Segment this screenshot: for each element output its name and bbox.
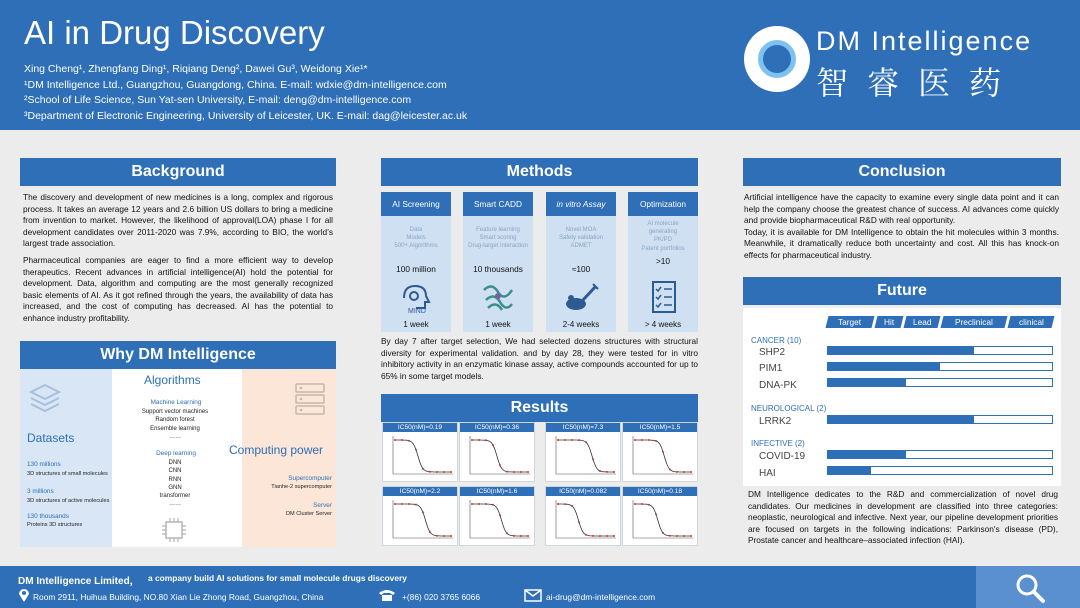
dose-response-graph <box>459 422 535 482</box>
location-pin-icon <box>16 588 32 602</box>
data-point <box>443 471 445 473</box>
method-head: Smart CADD <box>463 192 533 216</box>
category-cancer: CANCER (10) <box>751 336 802 345</box>
future-heading: Future <box>743 277 1061 305</box>
stage-tab: clinical <box>1008 316 1055 328</box>
target-shp2: SHP2 <box>759 347 786 358</box>
ic50-label: IC50(nM)=1.6 <box>460 487 534 496</box>
logo-mark-icon <box>744 26 810 92</box>
progress-bar-pim1 <box>827 362 1053 371</box>
dose-response-curve <box>462 498 532 544</box>
data-point <box>634 439 636 441</box>
progress-fill <box>828 416 974 423</box>
data-point <box>436 535 438 537</box>
author-block <box>24 62 467 124</box>
data-point <box>415 449 417 451</box>
method-sub: Feature learning Smart scoring Drug-target interaction <box>468 227 528 250</box>
future-text: DM Intelligence dedicates to the R&D and commercialization of novel drug candidates. Our medicines in development are classified into three categories: neoplastic, neurological and infective. Next year, our pipeline development priorities are focused on targets in the following indications: Parkinson's disease (PD), Prostate cancer and healthcare–associated infection (HAI). <box>748 489 1058 546</box>
data-point <box>578 439 580 441</box>
checklist-icon <box>645 280 681 314</box>
method-value: ≈100 <box>571 264 591 274</box>
dl-item: …… <box>169 501 181 508</box>
data-point <box>499 464 501 466</box>
ml-item: …… <box>169 433 181 440</box>
data-point <box>485 439 487 441</box>
data-point <box>506 532 508 534</box>
protein-structure-icon <box>480 280 516 314</box>
progress-bar-dna-pk <box>827 378 1053 387</box>
method-time: 1 week <box>403 320 429 329</box>
data-point <box>506 471 508 473</box>
method-column-smart-cadd <box>463 192 533 332</box>
method-body <box>546 216 616 332</box>
mind-icon <box>398 280 434 314</box>
dataset-desc-1: 3D structures of small molecules <box>27 471 108 477</box>
dose-response-curve <box>548 434 618 480</box>
ml-item: Random forest <box>155 417 195 424</box>
data-point <box>599 535 601 537</box>
progress-bar-covid-19 <box>827 450 1053 459</box>
data-point <box>662 532 664 534</box>
method-head: AI Screening <box>381 192 451 216</box>
data-point <box>613 535 615 537</box>
data-point <box>394 439 396 441</box>
data-point <box>450 471 452 473</box>
dose-response-curve <box>625 498 695 544</box>
data-point <box>422 511 424 513</box>
target-covid-19: COVID-19 <box>759 451 806 462</box>
dl-item: DNN <box>168 460 182 466</box>
poster-header <box>0 0 1080 130</box>
progress-fill <box>828 379 906 386</box>
data-point <box>471 503 473 505</box>
data-point <box>478 439 480 441</box>
ml-item: Support vector machines <box>141 409 209 415</box>
dose-response-curve <box>385 434 455 480</box>
data-point <box>527 471 529 473</box>
data-point <box>613 471 615 473</box>
method-head: Optimization <box>628 192 698 216</box>
dose-response-graph <box>545 486 621 546</box>
machine-learning-label: Machine Learning <box>150 399 202 406</box>
method-sub: Novel MOA Safety validation ADMET <box>558 227 604 250</box>
progress-fill <box>828 347 974 354</box>
method-column-ai-screening <box>381 192 451 332</box>
dl-item: transformer <box>159 493 191 500</box>
dataset-count-2: 3 millions <box>27 488 54 495</box>
chip-icon <box>160 517 188 543</box>
supercomputer-value: Tianhe-2 supercomputer <box>271 484 332 490</box>
datasets-heading: Datasets <box>27 431 75 445</box>
poster-footer <box>0 566 1080 608</box>
data-point <box>557 503 559 505</box>
poster-title: AI in Drug Discovery <box>24 14 325 51</box>
background-heading: Background <box>20 158 336 186</box>
data-point <box>471 439 473 441</box>
dose-response-graph <box>622 422 698 482</box>
logo-chinese-name: 智睿医药 <box>816 65 1021 101</box>
data-point <box>683 535 685 537</box>
progress-fill <box>828 451 906 458</box>
data-point <box>606 535 608 537</box>
data-point <box>606 471 608 473</box>
server-icon <box>292 381 328 417</box>
background-paragraph-2: Pharmaceutical companies are eager to find a more efficient way to develop therapeutics. Recent advances in artificial intelligence(AI) hold the potential for development. Data, algorithm and computing are the most generally recognized basic elements of AI. As it got refined through the years, the availability of data has increased, and the cost of computing has decreased. AI has the potential to enhance industry profitability. <box>23 254 333 323</box>
layers-icon <box>28 381 62 415</box>
method-column-in-vitro-assay <box>546 192 616 332</box>
data-point <box>492 444 494 446</box>
results-heading: Results <box>381 394 698 422</box>
dl-item: CNN <box>168 468 182 475</box>
data-point <box>394 503 396 505</box>
data-point <box>527 535 529 537</box>
ml-item: Ensemble learning <box>150 425 200 432</box>
data-point <box>641 503 643 505</box>
data-point <box>401 503 403 505</box>
footer-company: DM Intelligence Limited， <box>18 576 140 587</box>
background-text <box>23 192 333 330</box>
method-time: 1 week <box>485 320 511 329</box>
supercomputer-label: Supercomputer <box>288 475 332 482</box>
footer-address: Room 2911, Huihua Building, NO.80 Xian Lie Zhong Road, Guangzhou, China <box>33 592 324 602</box>
data-point <box>429 531 431 533</box>
progress-bar-hai <box>827 466 1053 475</box>
data-point <box>648 439 650 441</box>
data-point <box>585 534 587 536</box>
data-point <box>599 470 601 472</box>
data-point <box>690 535 692 537</box>
why-diagram <box>20 369 336 547</box>
dataset-desc-3: Proteins 3D structures <box>27 522 83 528</box>
target-dna-pk: DNA-PK <box>759 380 797 391</box>
server-label: Server <box>313 502 332 509</box>
data-point <box>662 451 664 453</box>
dose-response-curve <box>462 434 532 480</box>
dl-item: RNN <box>168 476 182 483</box>
method-body <box>381 216 451 332</box>
dose-response-graph <box>459 486 535 546</box>
data-point <box>520 471 522 473</box>
algorithms-heading: Algorithms <box>144 373 201 387</box>
data-point <box>492 504 494 506</box>
data-point <box>564 503 566 505</box>
method-column-optimization <box>628 192 698 332</box>
data-point <box>641 439 643 441</box>
conclusion-paragraph-1: Artificial intelligence have the capacity to examine every single data point and it can help the company choose the greatest chance of success. AI advances come quickly and provide biopharmaceutical R&D with real opportunity. <box>744 192 1059 226</box>
conclusion-paragraph-2: Today, it is available for DM Intelligence to obtain the hit molecules within 3 months. Meanwhile, it dramatically reduce both uncertainty and cost. All this has knock-on effects for pharmaceutical industry. <box>744 226 1059 260</box>
method-value: >10 <box>655 256 671 266</box>
target-lrrk2: LRRK2 <box>759 416 792 427</box>
data-point <box>655 440 657 442</box>
method-head: in vitro Assay <box>546 192 616 216</box>
author-list: Xing Cheng¹, Zhengfang Ding¹, Riqiang Deng², Dawei Gu³, Weidong Xie¹* <box>24 63 368 75</box>
dose-response-curve <box>385 498 455 544</box>
data-point <box>648 504 650 506</box>
method-sub: Data Models 500+ Algorithms <box>394 227 438 250</box>
ic50-label: IC50(nM)=1.5 <box>623 423 697 432</box>
data-point <box>683 471 685 473</box>
dose-response-graph <box>545 422 621 482</box>
data-point <box>690 471 692 473</box>
ic50-label: IC50(nM)=0.082 <box>546 487 620 496</box>
affiliation-1: ¹DM Intelligence Ltd., Guangzhou, Guangdong, China. E-mail: wdxie@dm-intelligence.com <box>24 78 447 91</box>
data-point <box>592 535 594 537</box>
dataset-count-3: 130 thousands <box>27 513 69 520</box>
data-point <box>520 535 522 537</box>
progress-fill <box>828 363 940 370</box>
data-point <box>557 439 559 441</box>
dose-response-graph <box>622 486 698 546</box>
ic50-label: IC50(nM)=0.18 <box>623 487 697 496</box>
category-infective: INFECTIVE (2) <box>751 439 805 448</box>
method-body <box>628 216 698 332</box>
method-sub: AI molecule generating PK/PD Patent portfolios <box>641 221 685 252</box>
target-pim1: PIM1 <box>759 363 783 374</box>
server-value: DM Cluster Server <box>285 511 332 517</box>
dose-response-curve <box>548 498 618 544</box>
dl-item: GNN <box>168 484 182 491</box>
deep-learning-label: Deep learning <box>156 450 196 457</box>
background-paragraph-1: The discovery and development of new medicines is a long, complex and rigorous process. It takes an average 12 years and 2.6 billion US dollars to bring a medicine from invention to market. However, the likelihood of approval(LOA) phase I for all development candidates over 2011-2020 was 7.9%, according to BIO, the world’s largest trade association. <box>23 192 333 249</box>
affiliation-3: ³Department of Electronic Engineering, University of Leicester, UK. E-mail: dag@leicester.ac.uk <box>24 109 468 122</box>
data-point <box>571 505 573 507</box>
data-point <box>564 439 566 441</box>
stage-tab: Target <box>826 316 875 328</box>
ic50-label: IC50(nM)=7.3 <box>546 423 620 432</box>
footer-tagline: a company build AI solutions for small molecule drugs discovery <box>148 573 407 583</box>
methods-heading: Methods <box>381 158 698 186</box>
data-point <box>669 535 671 537</box>
method-body <box>463 216 533 332</box>
ml-list <box>131 408 219 441</box>
progress-bar-lrrk2 <box>827 415 1053 424</box>
footer-phone: +(86) 020 3765 6066 <box>402 592 481 602</box>
methods-text: By day 7 after target selection, We had selected dozens structures with structural diversity for experimental validation. and by day 28, they were tested for in vitro inhibitory activity in an enzymatic kinase assay, active compounds accounted for up to 65% in some target models. <box>381 336 698 381</box>
phone-icon <box>377 588 397 602</box>
data-point <box>429 471 431 473</box>
method-time: 2-4 weeks <box>562 320 600 329</box>
logo-english-name: DM Intelligence <box>816 26 1033 56</box>
conclusion-heading: Conclusion <box>743 158 1061 186</box>
data-point <box>585 441 587 443</box>
dataset-desc-2: 3D structures of active molecules <box>27 498 110 504</box>
data-point <box>513 471 515 473</box>
footer-email: ai-drug@dm-intelligence.com <box>546 592 656 602</box>
data-point <box>571 439 573 441</box>
data-point <box>443 535 445 537</box>
data-point <box>669 469 671 471</box>
email-icon <box>524 588 542 602</box>
data-point <box>478 503 480 505</box>
search-icon <box>1014 572 1046 604</box>
data-point <box>485 503 487 505</box>
pipeline-chart <box>743 308 1061 486</box>
data-point <box>401 439 403 441</box>
computing-heading: Computing power <box>229 443 324 457</box>
data-point <box>450 535 452 537</box>
target-hai: HAI <box>759 468 776 479</box>
method-value: 100 million <box>396 264 436 274</box>
stage-tab: Lead <box>904 316 941 328</box>
data-point <box>436 471 438 473</box>
dl-list <box>151 459 199 509</box>
data-point <box>422 468 424 470</box>
stage-tab: Hit <box>875 316 904 328</box>
data-point <box>513 535 515 537</box>
dose-response-graph <box>382 422 458 482</box>
progress-fill <box>828 467 871 474</box>
data-point <box>578 521 580 523</box>
stage-tab: Preclinical <box>941 316 1008 328</box>
data-point <box>408 503 410 505</box>
dose-response-graph <box>382 486 458 546</box>
data-point <box>415 504 417 506</box>
data-point <box>408 440 410 442</box>
why-heading: Why DM Intelligence <box>20 341 336 369</box>
data-point <box>655 513 657 515</box>
dose-response-curve <box>625 434 695 480</box>
data-point <box>634 503 636 505</box>
ic50-label: IC50(nM)=2.2 <box>383 487 457 496</box>
progress-bar-shp2 <box>827 346 1053 355</box>
method-value: 10 thousands <box>473 264 523 274</box>
ic50-label: IC50(nM)=0.19 <box>383 423 457 432</box>
data-point <box>499 514 501 516</box>
method-time: > 4 weeks <box>644 320 682 329</box>
conclusion-text <box>744 192 1059 262</box>
mouse-syringe-icon <box>563 280 599 314</box>
search-button[interactable] <box>976 566 1080 608</box>
data-point <box>592 458 594 460</box>
dataset-count-1: 130 millions <box>27 461 61 468</box>
data-point <box>676 535 678 537</box>
ic50-label: IC50(nM)=0.36 <box>460 423 534 432</box>
data-point <box>676 471 678 473</box>
svg-text:MIND: MIND <box>408 308 426 314</box>
affiliation-2: ²School of Life Science, Sun Yat-sen University, E-mail: deng@dm-intelligence.com <box>24 94 412 106</box>
category-neurological: NEUROLOGICAL (2) <box>751 404 827 413</box>
company-logo <box>744 24 1074 100</box>
